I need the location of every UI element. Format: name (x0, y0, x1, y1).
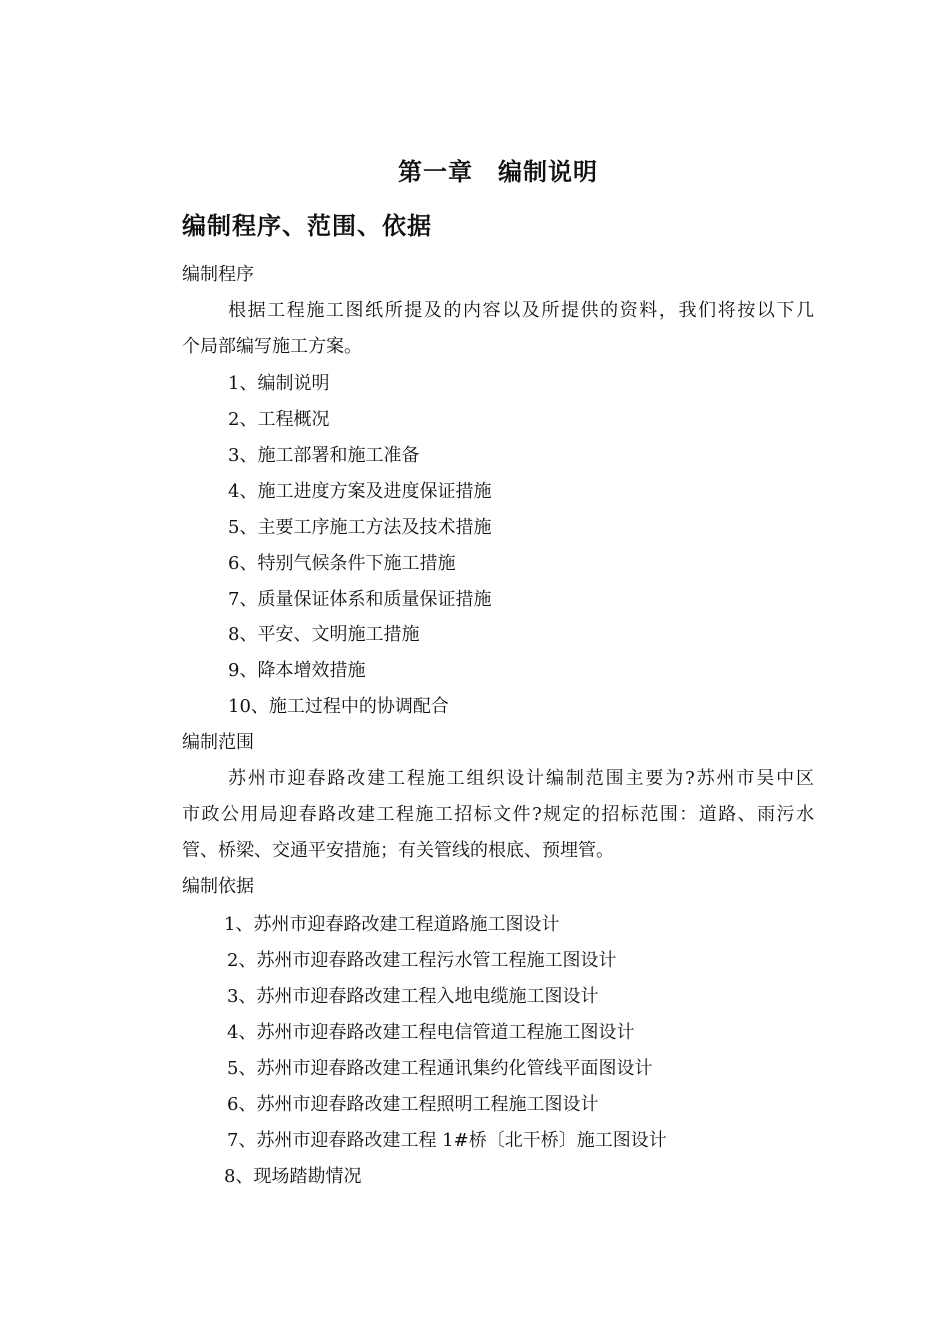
program-item: 6、特别气候条件下施工措施 (228, 553, 456, 574)
basis-item: 4、苏州市迎春路改建工程电信管道工程施工图设计 (227, 1022, 635, 1043)
basis-item: 5、苏州市迎春路改建工程通讯集约化管线平面图设计 (227, 1058, 653, 1079)
basis-item: 2、苏州市迎春路改建工程污水管工程施工图设计 (227, 950, 617, 971)
program-intro-line-2: 个局部编写施工方案。 (182, 336, 362, 357)
section-title: 编制程序、范围、依据 (182, 211, 432, 240)
program-item: 4、施工进度方案及进度保证措施 (228, 481, 492, 502)
program-item: 5、主要工序施工方法及技术措施 (228, 517, 492, 538)
program-item: 8、平安、文明施工措施 (228, 624, 420, 645)
scope-line-2: 市政公用局迎春路改建工程施工招标文件?规定的招标范围：道路、雨污水 (182, 804, 814, 825)
basis-item: 8、现场踏勘情况 (224, 1166, 362, 1187)
scope-line-3: 管、桥梁、交通平安措施；有关管线的根底、预埋管。 (182, 840, 614, 861)
chapter-title: 第一章 编制说明 (398, 157, 598, 186)
basis-item: 7、苏州市迎春路改建工程 1#桥〔北干桥〕施工图设计 (227, 1130, 667, 1151)
scope-line-1: 苏州市迎春路改建工程施工组织设计编制范围主要为?苏州市吴中区 (228, 768, 814, 789)
scope-heading: 编制范围 (182, 732, 254, 753)
program-item: 9、降本增效措施 (228, 660, 366, 681)
program-item: 7、质量保证体系和质量保证措施 (228, 589, 492, 610)
basis-item: 3、苏州市迎春路改建工程入地电缆施工图设计 (227, 986, 599, 1007)
program-item: 3、施工部署和施工准备 (228, 445, 420, 466)
program-heading: 编制程序 (182, 264, 254, 285)
basis-heading: 编制依据 (182, 876, 254, 897)
basis-item: 6、苏州市迎春路改建工程照明工程施工图设计 (227, 1094, 599, 1115)
program-item: 10、施工过程中的协调配合 (228, 696, 449, 717)
basis-item: 1、苏州市迎春路改建工程道路施工图设计 (224, 914, 560, 935)
program-item: 2、工程概况 (228, 409, 330, 430)
program-item: 1、编制说明 (228, 373, 330, 394)
program-intro-line-1: 根据工程施工图纸所提及的内容以及所提供的资料，我们将按以下几 (228, 300, 814, 321)
